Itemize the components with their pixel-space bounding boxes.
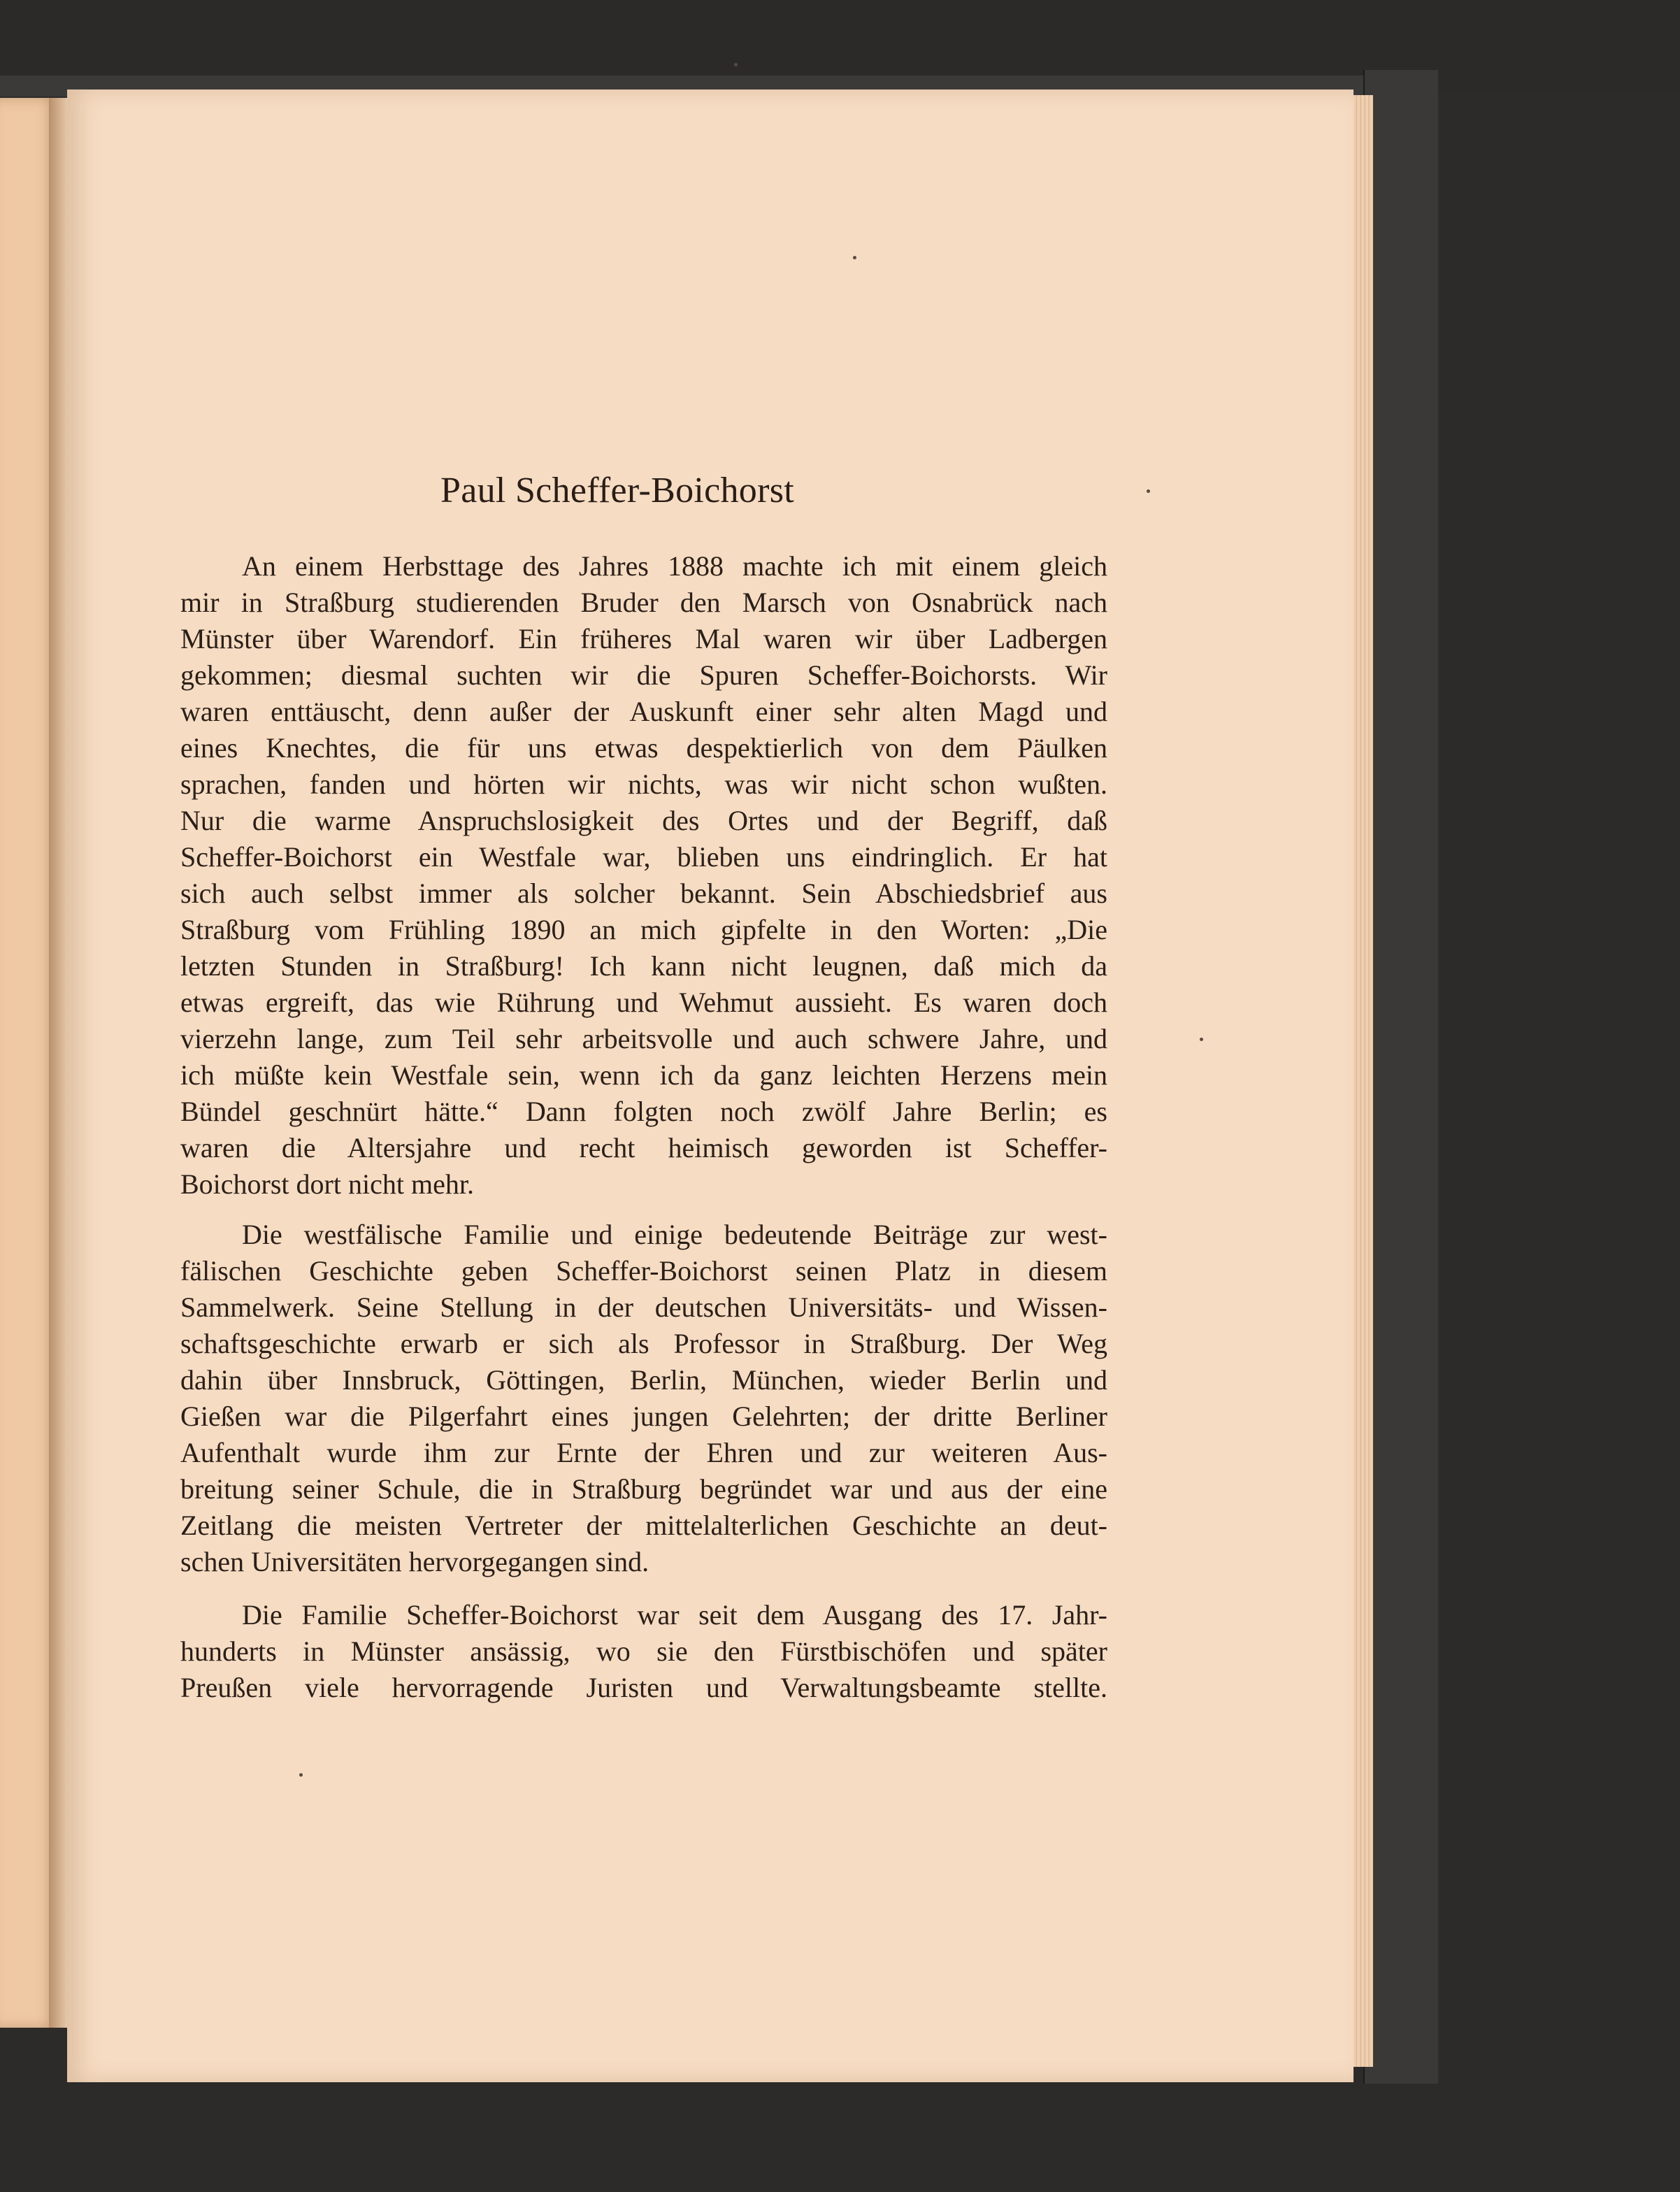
text-line: An einem Herbsttage des Jahres 1888 machte ich mit einem gleich — [242, 550, 1107, 582]
text-line: schaftsgeschichte erwarb er sich als Professor in Straßburg. Der Weg — [180, 1328, 1107, 1359]
text-line: Zeitlang die meisten Vertreter der mittelalterlichen Geschichte an deut- — [180, 1510, 1107, 1541]
text-line: Sammelwerk. Seine Stellung in der deutschen Universitäts- und Wissen- — [180, 1291, 1107, 1323]
text-line: Preußen viele hervorragende Juristen und Verwaltungsbeamte stellte. — [180, 1672, 1107, 1703]
book-cover-right-edge — [1363, 70, 1438, 2084]
text-line: fälischen Geschichte geben Scheffer-Boichorst seinen Platz in diesem — [180, 1255, 1107, 1287]
paper-speck — [1147, 489, 1150, 493]
page-title: Paul Scheffer-Boichorst — [440, 471, 795, 510]
text-line: waren enttäuscht, denn außer der Auskunft einer sehr alten Magd und — [180, 696, 1107, 727]
text-line: Aufenthalt wurde ihm zur Ernte der Ehren und zur weiteren Aus- — [180, 1437, 1107, 1468]
text-line: sich auch selbst immer als solcher bekannt. Sein Abschiedsbrief aus — [180, 877, 1107, 909]
text-line: mir in Straßburg studierenden Bruder den Marsch von Osnabrück nach — [180, 587, 1107, 618]
paper-speck — [1200, 1038, 1203, 1041]
text-line: hunderts in Münster ansässig, wo sie den Fürstbischöfen und später — [180, 1635, 1107, 1667]
paper-speck — [853, 256, 856, 259]
text-line: Bündel geschnürt hätte.“ Dann folgten noch zwölf Jahre Berlin; es — [180, 1096, 1107, 1127]
text-line: Scheffer-Boichorst ein Westfale war, blieben uns eindringlich. Er hat — [180, 841, 1107, 873]
text-line: Boichorst dort nicht mehr. — [180, 1168, 474, 1200]
text-line: eines Knechtes, die für uns etwas despektierlich von dem Päulken — [180, 732, 1107, 764]
text-line: vierzehn lange, zum Teil sehr arbeitsvolle und auch schwere Jahre, und — [180, 1023, 1107, 1054]
paper-speck — [299, 1773, 303, 1777]
text-line: dahin über Innsbruck, Göttingen, Berlin, München, wieder Berlin und — [180, 1364, 1107, 1396]
paper-speck — [734, 63, 738, 66]
text-line: Die Familie Scheffer-Boichorst war seit dem Ausgang des 17. Jahr- — [242, 1599, 1107, 1631]
text-line: gekommen; diesmal suchten wir die Spuren Scheffer-Boichorsts. Wir — [180, 659, 1107, 691]
text-line: etwas ergreift, das wie Rührung und Wehmut aussieht. Es waren doch — [180, 987, 1107, 1018]
text-line: ich müßte kein Westfale sein, wenn ich da ganz leichten Herzens mein — [180, 1059, 1107, 1091]
text-line: letzten Stunden in Straßburg! Ich kann nicht leugnen, daß mich da — [180, 950, 1107, 982]
text-line: schen Universitäten hervorgegangen sind. — [180, 1546, 649, 1577]
text-line: Nur die warme Anspruchslosigkeit des Ortes und der Begriff, daß — [180, 805, 1107, 836]
text-line: sprachen, fanden und hörten wir nichts, was wir nicht schon wußten. — [180, 768, 1107, 800]
text-line: Die westfälische Familie und einige bedeutende Beiträge zur west- — [242, 1219, 1107, 1250]
text-line: Straßburg vom Frühling 1890 an mich gipfelte in den Worten: „Die — [180, 914, 1107, 945]
text-line: breitung seiner Schule, die in Straßburg begründet war und aus der eine — [180, 1473, 1107, 1505]
text-line: Gießen war die Pilgerfahrt eines jungen Gelehrten; der dritte Berliner — [180, 1401, 1107, 1432]
text-line: Münster über Warendorf. Ein früheres Mal waren wir über Ladbergen — [180, 623, 1107, 654]
text-line: waren die Altersjahre und recht heimisch geworden ist Scheffer- — [180, 1132, 1107, 1163]
